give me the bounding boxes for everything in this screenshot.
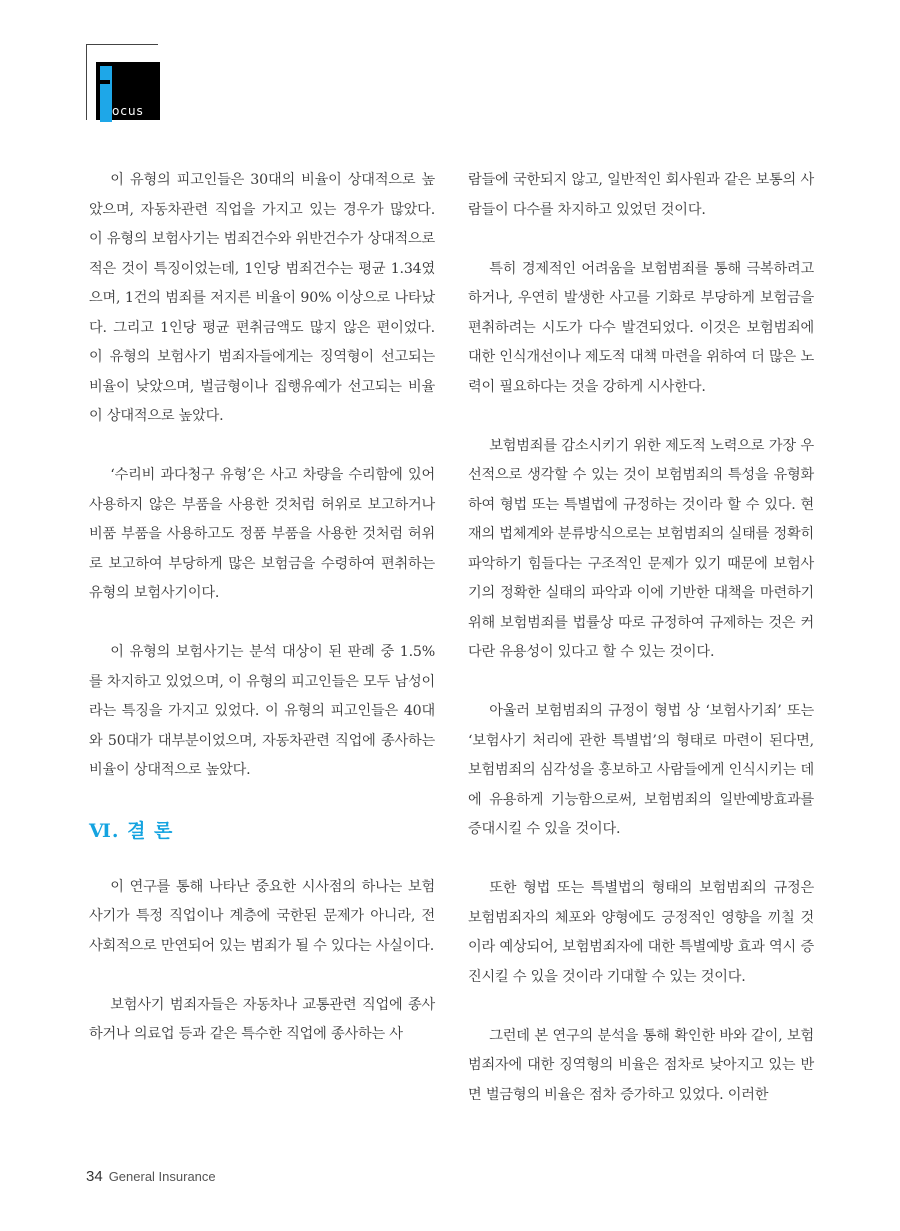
paragraph: 이 유형의 피고인들은 30대의 비율이 상대적으로 높았으며, 자동차관련 직업을 가지고 있는 경우가 많았다. 이 유형의 보험사기는 범죄건수와 위반건수가 상대적으로 적은 것이 특징이었는데, 1인당 범죄건수는 평균 1.34였으며, 1건의 범죄를 저지른 비율이 90% 이상으로 나타났다. 그리고 1인당 평균 편취금액도 많지 않은 편이었다. 이 유형의 보험사기 범죄자들에게는 징역형이 선고되는 비율이 낮았으며, 벌금형이나 집행유예가 선고되는 비율이 상대적으로 높았다. bbox=[89, 172, 435, 424]
section-heading: Ⅵ. 결 론 bbox=[89, 819, 174, 842]
paragraph: 그런데 본 연구의 분석을 통해 확인한 바와 같이, 보험범죄자에 대한 징역형의 비율은 점차로 낮아지고 있는 반면 벌금형의 비율은 점차 증가하고 있었다. 이러한 bbox=[468, 1027, 814, 1103]
logo-text: ocus bbox=[112, 104, 144, 118]
logo-initial-notch bbox=[100, 80, 110, 84]
right-column bbox=[468, 166, 814, 1110]
paragraph: 또한 형법 또는 특별법의 형태의 보험범죄의 규정은 보험범죄자의 체포와 양형에도 긍정적인 영향을 끼칠 것이라 예상되어, 보험범죄자에 대한 특별예방 효과 역시 증진시킬 수 있을 것이라 기대할 수 있는 것이다. bbox=[468, 880, 814, 985]
section-name: General Insurance bbox=[108, 1169, 216, 1184]
paragraph: 람들에 국한되지 않고, 일반적인 회사원과 같은 보통의 사람들이 다수를 차지하고 있었던 것이다. bbox=[468, 172, 814, 218]
logo-initial-bar bbox=[100, 66, 112, 122]
page-number: 34 bbox=[86, 1168, 103, 1185]
page-footer bbox=[86, 1168, 216, 1185]
logo-top-rule bbox=[86, 44, 158, 45]
paragraph: 아울러 보험범죄의 규정이 형법 상 ‘보험사기죄’ 또는 ‘보험사기 처리에 관한 특별법’의 형태로 마련이 된다면, 보험범죄의 심각성을 홍보하고 사람들에게 인식시키는 데에 유용하게 기능함으로써, 보험범죄의 일반예방효과를 증대시킬 수 있을 것이다. bbox=[468, 703, 814, 837]
paragraph: ‘수리비 과다청구 유형’은 사고 차량을 수리함에 있어 사용하지 않은 부품을 사용한 것처럼 허위로 보고하거나 비품 부품을 사용하고도 정품 부품을 사용한 것처럼 허위로 보고하여 부당하게 많은 보험금을 수령하여 편취하는 유형의 보험사기이다. bbox=[89, 467, 435, 601]
paragraph: 보험사기 범죄자들은 자동차나 교통관련 직업에 종사하거나 의료업 등과 같은 특수한 직업에 종사하는 사 bbox=[89, 996, 435, 1042]
paragraph: 이 연구를 통해 나타난 중요한 시사점의 하나는 보험사기가 특정 직업이나 계층에 국한된 문제가 아니라, 전 사회적으로 만연되어 있는 범죄가 될 수 있다는 사실이다. bbox=[89, 878, 435, 954]
paragraph: 특히 경제적인 어려움을 보험범죄를 통해 극복하려고 하거나, 우연히 발생한 사고를 기화로 부당하게 보험금을 편취하려는 시도가 다수 발견되었다. 이것은 보험범죄에 대한 인식개선이나 제도적 대책 마련을 위하여 더 많은 노력이 필요하다는 것을 강하게 시사한다. bbox=[468, 260, 814, 395]
paragraph: 보험범죄를 감소시키기 위한 제도적 노력으로 가장 우선적으로 생각할 수 있는 것이 보험범죄의 특성을 유형화하여 형법 또는 특별법에 규정하는 것이라 할 수 있다. 현재의 법체계와 분류방식으로는 보험범죄의 실태를 정확히 파악하기 힘들다는 구조적인 문제가 있기 때문에 보험사기의 정확한 실태의 파악과 이에 기반한 대책을 마련하기 위해 보험범죄를 법률상 따로 규정하여 규제하는 것은 커다란 유용성이 있다고 할 수 있는 것이다. bbox=[468, 437, 814, 660]
focus-logo bbox=[86, 44, 162, 124]
paragraph: 이 유형의 보험사기는 분석 대상이 된 판례 중 1.5%를 차지하고 있었으며, 이 유형의 피고인들은 모두 남성이라는 특징을 가지고 있었다. 이 유형의 피고인들은 40대와 50대가 대부분이었으며, 자동차관련 직업에 종사하는 비율이 상대적으로 높았다. bbox=[89, 644, 435, 778]
left-column bbox=[89, 166, 435, 1050]
logo-side-rule bbox=[86, 44, 87, 120]
